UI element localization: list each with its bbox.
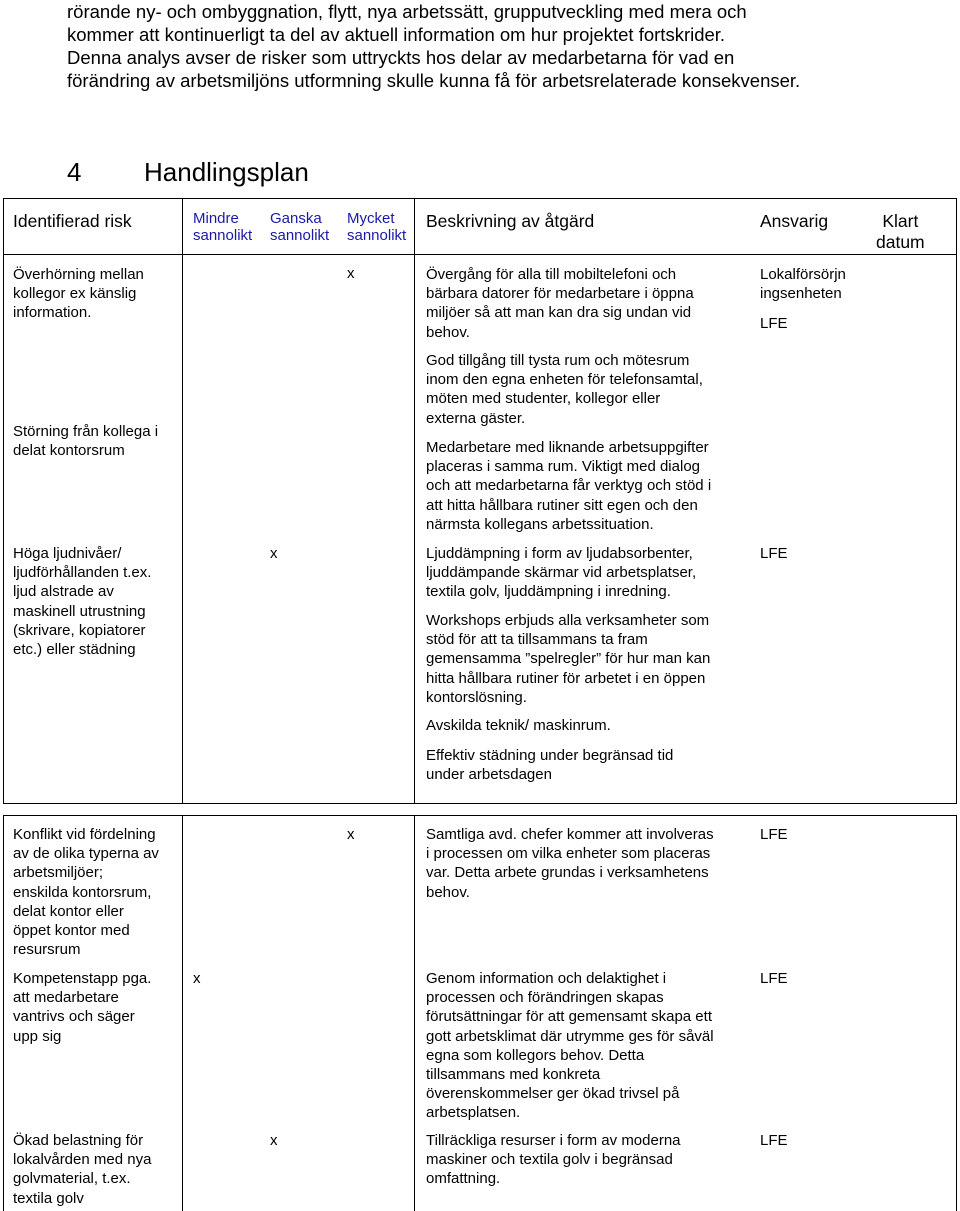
intro-paragraph (67, 0, 937, 92)
responsible-cell: LFE (760, 1132, 788, 1149)
risk-cell: Kompetenstapp pga. att medarbetare vantrivs och säger upp sig (13, 970, 152, 1045)
action-cell: Genom information och delaktighet i processen och förändringen skapas förutsättningar för att gemensamt skapa ett gott arbetsklimat där utrymme ges för såväl egna som kollegors behov. Detta tillsammans med konkreta överenskommelser ger ökad trivsel på arbetsplatsen. (426, 970, 714, 1122)
section-heading (67, 156, 309, 188)
action-cell: Avskilda teknik/ maskinrum. (426, 717, 611, 734)
likelihood-mark: x (270, 1132, 278, 1149)
intro-line: rörande ny- och ombyggnation, flytt, nya arbetssätt, grupputveckling med mera och (67, 1, 747, 22)
intro-line: kommer att kontinuerligt ta del av aktuell information om hur projektet fortskrider. (67, 24, 726, 45)
risk-cell: Överhörning mellan kollegor ex känslig information. (13, 266, 144, 322)
responsible-cell: LFE (760, 315, 788, 332)
action-cell: Ljuddämpning i form av ljudabsorbenter, ljuddämpande skärmar vid arbetsplatser, textila golv, ljuddämpning i inredning. (426, 545, 697, 601)
header-mycket-sannolikt: Mycket sannolikt (347, 210, 407, 244)
risk-cell: Konflikt vid fördelning av de olika typerna av arbetsmiljöer; enskilda kontorsrum, delat kontor eller öppet kontor med resursrum (13, 826, 159, 959)
likelihood-mark: x (347, 826, 355, 843)
likelihood-mark: x (347, 265, 355, 282)
risk-cell: Störning från kollega i delat kontorsrum (13, 423, 159, 460)
header-ganska-sannolikt: Ganska sannolikt (270, 210, 330, 244)
section-title: Handlingsplan (144, 157, 309, 187)
action-cell: Workshops erbjuds alla verksamheter som stöd för att ta tillsammans ta fram gemensamma ”spelregler” för hur man kan hitta hållbara rutiner för arbetet i en öppen kontorslösning. (426, 612, 711, 706)
likelihood-mark: x (270, 545, 278, 562)
column-divider (182, 815, 183, 1211)
header-completion-date: Klart datum (876, 211, 925, 252)
action-cell: God tillgång till tysta rum och mötesrum inom den egna enheten för telefonsamtal, möten med studenter, kollegor eller externa gäster. (426, 352, 703, 427)
risk-cell: Höga ljudnivåer/ ljudförhållanden t.ex. ljud alstrade av maskinell utrustning (skrivare, kopiatorer etc.) eller städning (13, 545, 152, 659)
action-cell: Effektiv städning under begränsad tid under arbetsdagen (426, 747, 674, 784)
column-divider (414, 815, 415, 1211)
header-identified-risk: Identifierad risk (13, 211, 132, 231)
likelihood-mark: x (193, 970, 201, 987)
action-cell: Tillräckliga resurser i form av moderna maskiner och textila golv i begränsad omfattning. (426, 1132, 681, 1188)
responsible-cell: LFE (760, 545, 788, 562)
responsible-cell: Lokalförsörjn ingsenheten (760, 266, 846, 303)
section-number: 4 (67, 157, 82, 187)
intro-line: förändring av arbetsmiljöns utformning skulle kunna få för arbetsrelaterade konsekvenser. (67, 70, 801, 91)
column-divider (182, 198, 183, 804)
column-divider (414, 198, 415, 804)
action-cell: Övergång för alla till mobiltelefoni och bärbara datorer för medarbetare i öppna miljöer så att man kan dra sig undan vid behov. (426, 266, 694, 341)
responsible-cell: LFE (760, 826, 788, 843)
intro-line: Denna analys avser de risker som uttryckts hos delar av medarbetarna för vad en (67, 47, 735, 68)
action-cell: Samtliga avd. chefer kommer att involveras i processen om vilka enheter som placeras var. Detta arbete grundas i verksamhetens behov. (426, 826, 714, 901)
header-action-description: Beskrivning av åtgärd (426, 211, 595, 231)
header-responsible: Ansvarig (760, 211, 829, 231)
responsible-cell: LFE (760, 970, 788, 987)
risk-cell: Ökad belastning för lokalvården med nya golvmaterial, t.ex. textila golv (13, 1132, 152, 1207)
action-cell: Medarbetare med liknande arbetsuppgifter placeras i samma rum. Viktigt med dialog och att medarbetarna får verktyg och stöd i att hitta hållbara rutiner sitt egen och den närmsta kollegans arbetssituation. (426, 439, 712, 533)
header-mindre-sannolikt: Mindre sannolikt (193, 210, 253, 244)
